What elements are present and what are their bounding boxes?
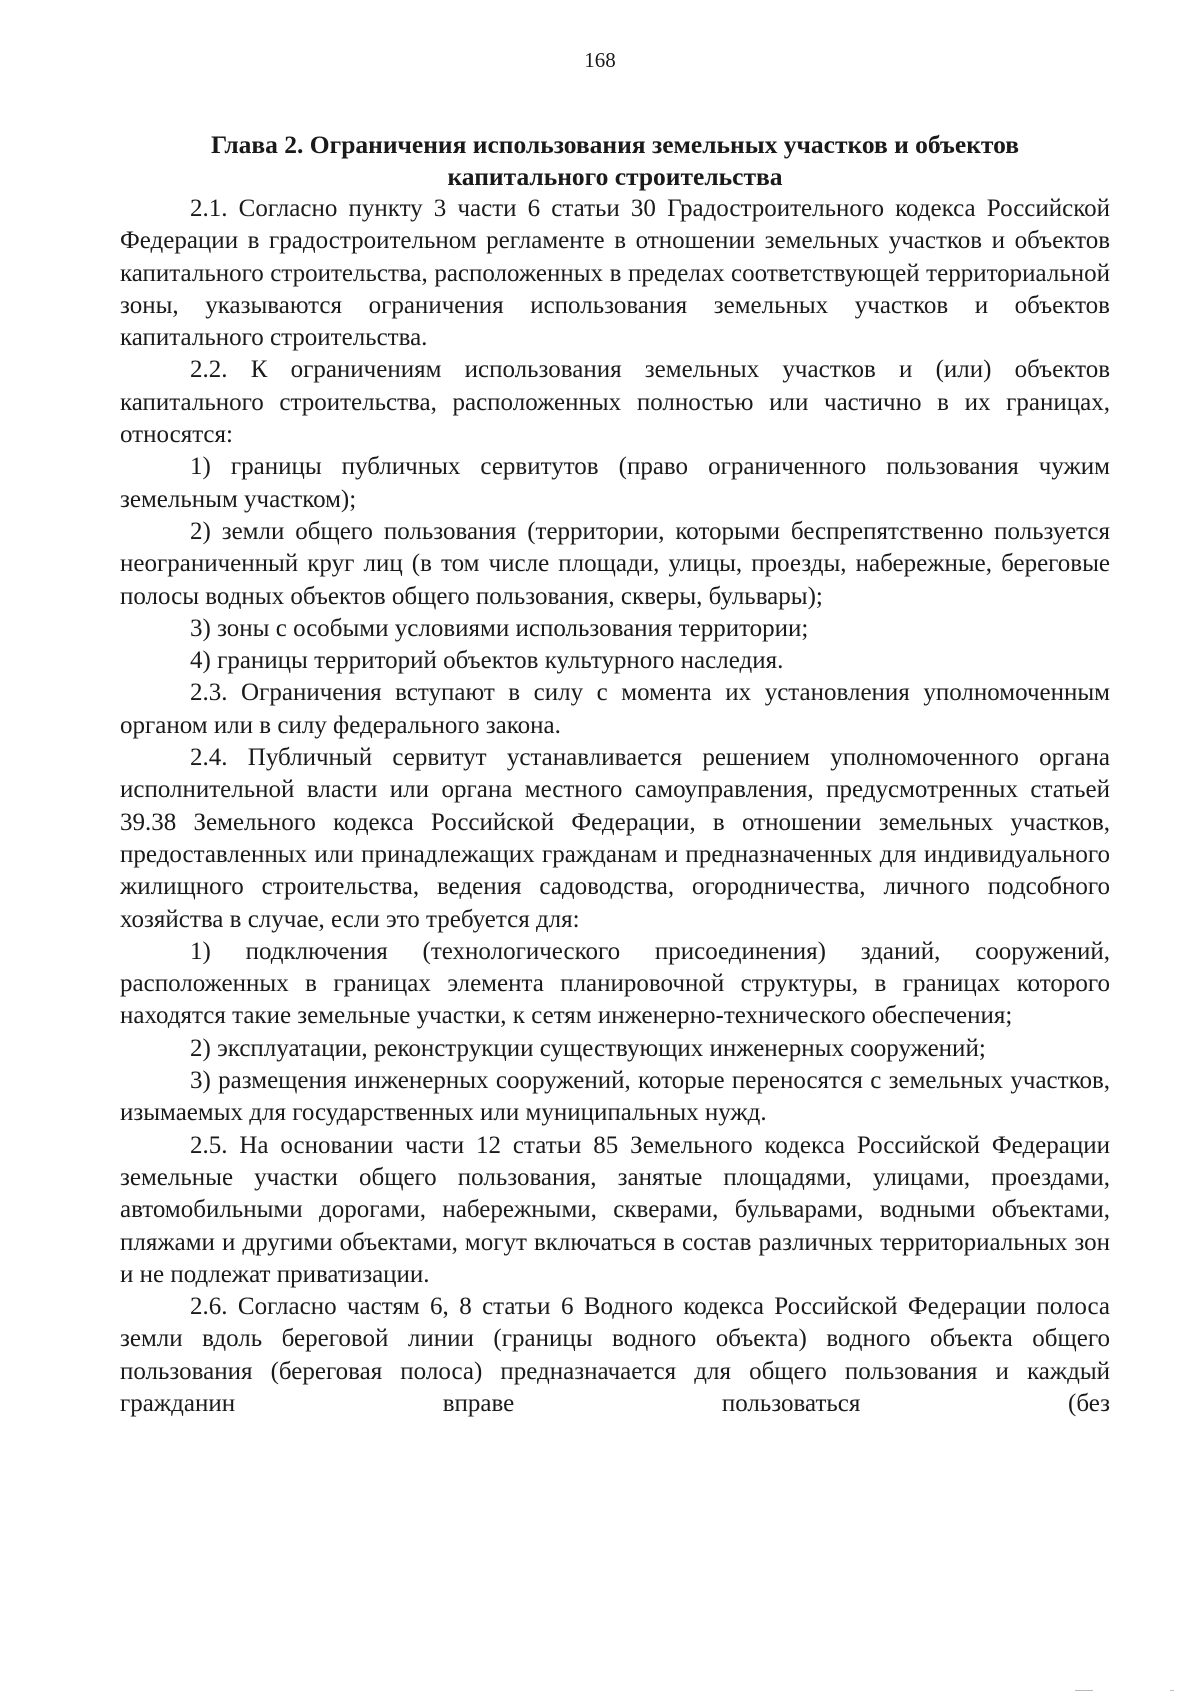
paragraph-2-5: 2.5. На основании части 12 статьи 85 Земельного кодекса Российской Федерации земельные участки общего пользования, занятые площадями, улицами, проездами, автомобильными дорогами, набережными, скверами, бульварами, водными объектами, пляжами и другими объектами, могут включаться в состав различных территориальных зон и не подлежат приватизации.	[120, 1131, 1110, 1288]
document-body	[120, 193, 1110, 1420]
paragraph-2-2: 2.2. К ограничениям использования земельных участков и (или) объектов капитального строительства, расположенных полностью или частично в их границах, относятся:	[120, 356, 1110, 449]
scan-artifact	[1075, 1690, 1093, 1691]
paragraph-2-3: 2.3. Ограничения вступают в силу с момента их установления уполномоченным органом или в силу федерального закона.	[120, 679, 1110, 739]
paragraph-2-4: 2.4. Публичный сервитут устанавливается решением уполномоченного органа исполнительной власти или органа местного самоуправления, предусмотренных статьей 39.38 Земельного кодекса Российской Федерации, в отношении земельных участков, предоставленных или принадлежащих гражданам и предназначенных для индивидуального жилищного строительства, ведения садоводства, огородничества, личного подсобного хозяйства в случае, если это требуется для:	[120, 744, 1110, 933]
list-item: 1) подключения (технологического присоединения) зданий, сооружений, расположенных в границах элемента планировочной структуры, в границах которого находятся такие земельные участки, к сетям инженерно-технического обеспечения;	[120, 937, 1110, 1030]
chapter-heading-line-1: Глава 2. Ограничения использования земельных участков и объектов	[211, 130, 1019, 159]
paragraph-2-6: 2.6. Согласно частям 6, 8 статьи 6 Водного кодекса Российской Федерации полоса земли вдоль береговой линии (границы водного объекта) водного объекта общего пользования (береговая полоса) предназначается для общего пользования и каждый гражданин вправе пользоваться (без	[120, 1293, 1110, 1417]
list-item: 1) границы публичных сервитутов (право ограниченного пользования чужим земельным участком);	[120, 453, 1110, 513]
chapter-heading-line-2: капитального строительства	[447, 162, 783, 191]
list-item: 4) границы территорий объектов культурного наследия.	[190, 647, 784, 675]
list-item: 2) земли общего пользования (территории, которыми беспрепятственно пользуется неограниченный круг лиц (в том числе площади, улицы, проезды, набережные, береговые полосы водных объектов общего пользования, скверы, бульвары);	[120, 517, 1110, 610]
list-item: 3) зоны с особыми условиями использования территории;	[190, 614, 809, 642]
list-item: 3) размещения инженерных сооружений, которые переносятся с земельных участков, изымаемых для государственных или муниципальных нужд.	[120, 1067, 1110, 1127]
chapter-heading	[120, 129, 1110, 193]
list-item: 2) эксплуатации, реконструкции существующих инженерных сооружений;	[190, 1034, 986, 1062]
paragraph-2-1: 2.1. Согласно пункту 3 части 6 статьи 30 Градостроительного кодекса Российской Федерации в градостроительном регламенте в отношении земельных участков и объектов капитального строительства, расположенных в пределах соответствующей территориальной зоны, указываются ограничения использования земельных участков и объектов капитального строительства.	[120, 195, 1110, 352]
page-number: 168	[584, 48, 616, 72]
scan-artifact	[1170, 1690, 1174, 1691]
